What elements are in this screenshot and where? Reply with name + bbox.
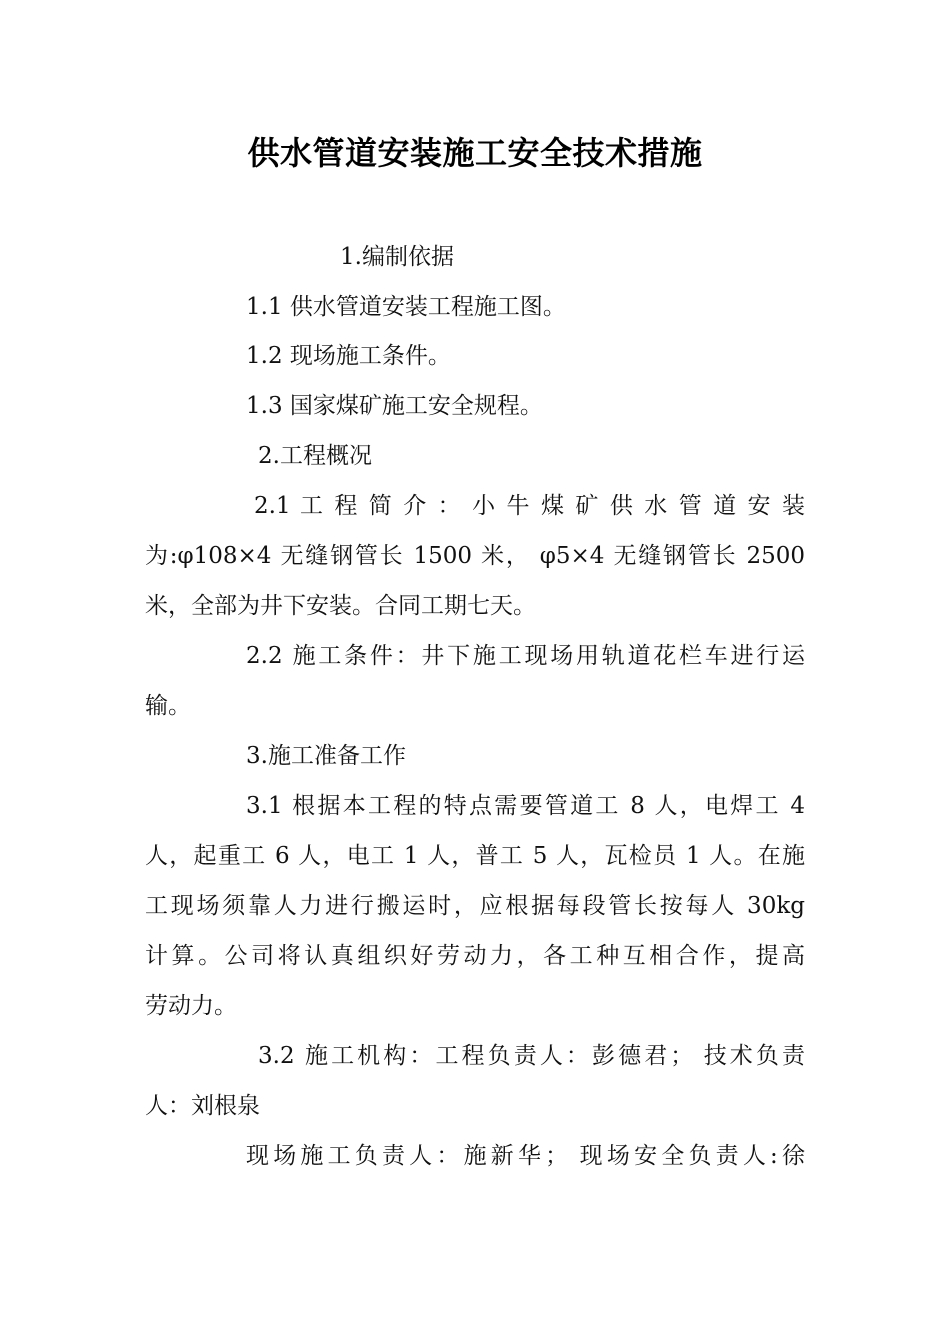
- paragraph-1-1: 1.1 供水管道安装工程施工图。: [246, 294, 566, 320]
- paragraph-3-1-line-4: 计算。公司将认真组织好劳动力，各工种互相合作，提高: [145, 943, 805, 969]
- paragraph-1-2: 1.2 现场施工条件。: [246, 343, 451, 369]
- paragraph-2-2-line-1: 2.2 施工条件：井下施工现场用轨道花栏车进行运: [246, 643, 805, 669]
- paragraph-2-2-line-2: 输。: [145, 693, 191, 719]
- paragraph-2-1-line-2: 为:φ108×4 无缝钢管长 1500 米， φ5×4 无缝钢管长 2500: [145, 543, 805, 569]
- paragraph-3-2-line-3: 现场施工负责人：施新华； 现场安全负责人:徐: [246, 1143, 805, 1169]
- paragraph-3-1-line-5: 劳动力。: [145, 993, 237, 1019]
- paragraph-3-1-line-3: 工现场须靠人力进行搬运时，应根据每段管长按每人 30kg: [145, 893, 805, 919]
- section-heading-1: 1.编制依据: [340, 244, 454, 270]
- paragraph-2-1-line-1: 2.1 工 程 简 介 ： 小 牛 煤 矿 供 水 管 道 安 装: [254, 493, 805, 519]
- paragraph-3-2-line-2: 人：刘根泉: [145, 1093, 260, 1119]
- paragraph-1-3: 1.3 国家煤矿施工安全规程。: [246, 393, 543, 419]
- paragraph-2-1-line-3: 米，全部为井下安装。合同工期七天。: [145, 593, 536, 619]
- paragraph-3-1-line-2: 人，起重工 6 人，电工 1 人，普工 5 人，瓦检员 1 人。在施: [145, 843, 805, 869]
- document-title: 供水管道安装施工安全技术措施: [247, 134, 703, 172]
- paragraph-3-1-line-1: 3.1 根据本工程的特点需要管道工 8 人，电焊工 4: [246, 793, 805, 819]
- paragraph-3-2-line-1: 3.2 施工机构：工程负责人：彭德君； 技术负责: [258, 1043, 805, 1069]
- section-heading-2: 2.工程概况: [258, 443, 372, 469]
- section-heading-3: 3.施工准备工作: [246, 743, 406, 769]
